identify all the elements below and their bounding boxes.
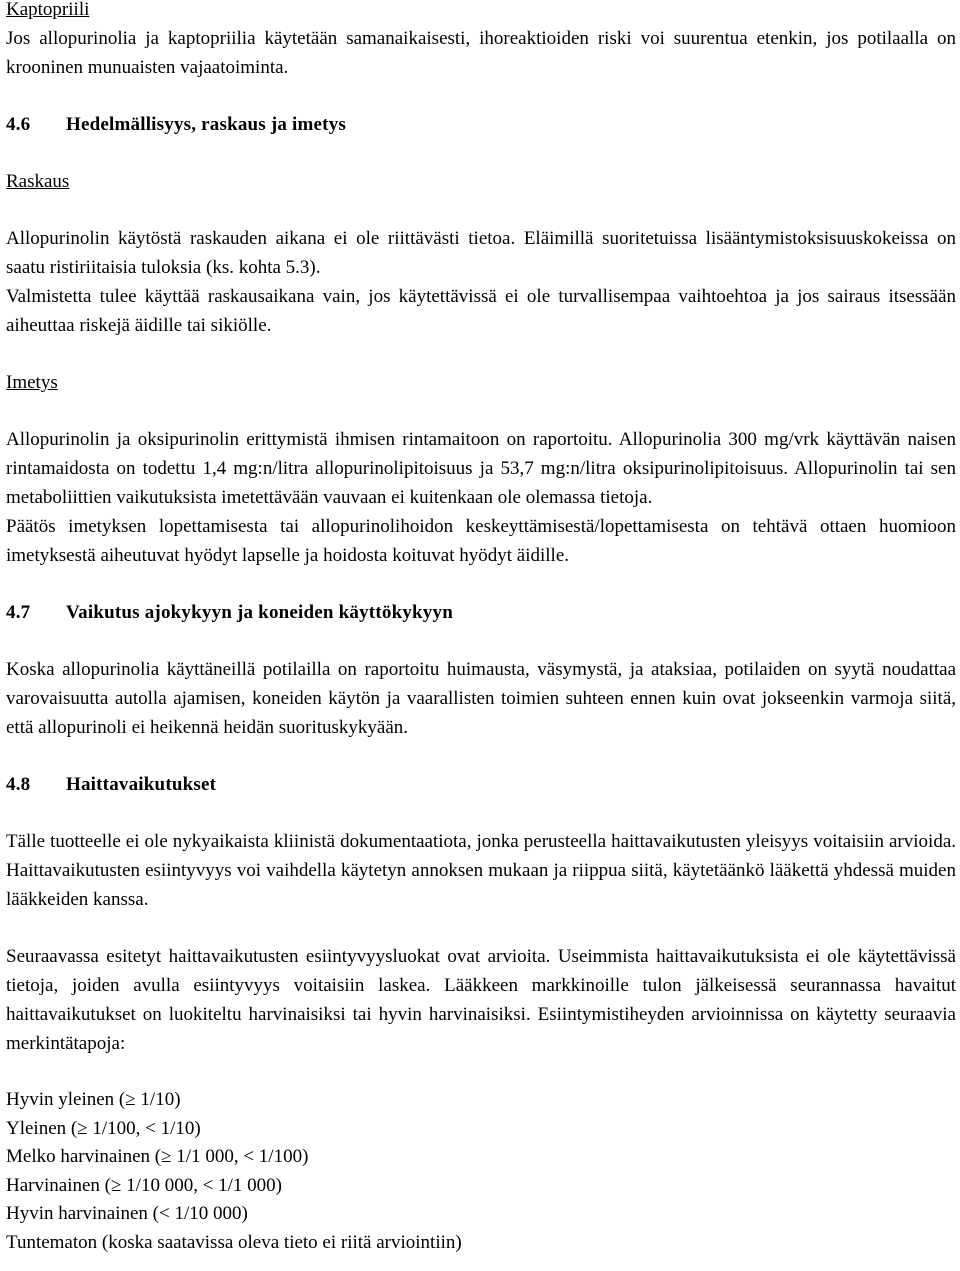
spacer xyxy=(6,914,956,942)
section-4-8-paragraph-2: Seuraavassa esitetyt haittavaikutusten esiintyvyysluokat ovat arvioita. Useimmista haittavaikutuksista ei ole käytettävissä tietoja, joiden avulla esiintyvyys voitaisiin laskea. Lääkkeen markkinoille tulon jälkeisessä seurannassa havaitut haittavaikutukset on luokiteltu harvinaisiksi tai hyvin harvinaisiksi. Esiintymistiheyden arvioinnissa on käytetty seuraavia merkintätapoja: xyxy=(6,946,956,1054)
spacer xyxy=(6,570,956,598)
section-number: 4.6 xyxy=(6,114,31,135)
raskaus-paragraph-2: Valmistetta tulee käyttää raskausaikana vain, jos käytettävissä ei ole turvallisempaa vaihtoehtoa ja jos sairaus itsessään aiheuttaa riskejä äidille tai sikiölle. xyxy=(6,286,956,336)
imetys-paragraph-2: Päätös imetyksen lopettamisesta tai allopurinolihoidon keskeyttämisestä/lopettamisesta on tehtävä ottaen huomioon imetyksestä aiheutuvat hyödyt lapselle ja hoidosta koituvat hyödyt äidille. xyxy=(6,516,956,566)
spacer xyxy=(6,397,956,425)
spacer xyxy=(6,627,956,655)
raskaus-paragraph-1: Allopurinolin käytöstä raskauden aikana ei ole riittävästi tietoa. Eläimillä suoritetuissa lisääntymistoksisuuskokeissa on saatu ristiriitaisia tuloksia (ks. kohta 5.3). xyxy=(6,228,956,278)
list-item: Melko harvinainen (≥ 1/1 000, < 1/100) xyxy=(6,1146,309,1167)
frequency-list xyxy=(6,1086,956,1257)
spacer xyxy=(6,742,956,770)
section-number: 4.8 xyxy=(6,774,31,795)
kaptopriili-title: Kaptopriili xyxy=(6,0,90,20)
list-item: Harvinainen (≥ 1/10 000, < 1/1 000) xyxy=(6,1174,283,1196)
list-item: Yleinen (≥ 1/100, < 1/10) xyxy=(6,1117,201,1139)
section-4-7-heading xyxy=(6,598,956,627)
section-4-7-paragraph: Koska allopurinolia käyttäneillä potilailla on raportoitu huimausta, väsymystä, ja ataksiaa, potilaiden on syytä noudattaa varovaisuutta autolla ajamisen, koneiden käytön ja vaarallisten toimien suhteen ennen kuin ovat jokseenkin varmoja siitä, että allopurinoli ei heikennä heidän suorituskykyään. xyxy=(6,659,956,738)
document-page xyxy=(6,0,956,1257)
section-4-8-heading xyxy=(6,770,956,799)
spacer xyxy=(6,1058,956,1086)
list-item: Hyvin harvinainen (< 1/10 000) xyxy=(6,1203,248,1224)
section-4-6-heading xyxy=(6,110,956,139)
spacer xyxy=(6,82,956,110)
section-number: 4.7 xyxy=(6,602,31,623)
imetys-paragraph-1: Allopurinolin ja oksipurinolin erittymistä ihmisen rintamaitoon on raportoitu. Allopurinolia 300 mg/vrk käyttävän naisen rintamaidosta on todettu 1,4 mg:n/litra allopurinolipitoisuus ja 53,7 mg:n/litra oksipurinolipitoisuus. Allopurinolin tai sen metaboliittien vaikutuksista imetettävään vauvaan ei kuitenkaan ole olemassa tietoja. xyxy=(6,429,956,508)
list-item: Hyvin yleinen (≥ 1/10) xyxy=(6,1089,181,1110)
list-item: Tuntematon (koska saatavissa oleva tieto ei riitä arviointiin) xyxy=(6,1231,462,1253)
spacer xyxy=(6,340,956,368)
section-4-8-paragraph-1: Tälle tuotteelle ei ole nykyaikaista kliinistä dokumentaatiota, jonka perusteella haittavaikutusten yleisyys voitaisiin arvioida. Haittavaikutusten esiintyvyys voi vaihdella käytetyn annoksen mukaan ja riippua siitä, käytetäänkö lääkettä yhdessä muiden lääkkeiden kanssa. xyxy=(6,831,956,910)
section-title: Hedelmällisyys, raskaus ja imetys xyxy=(66,114,346,135)
spacer xyxy=(6,196,956,224)
section-title: Haittavaikutukset xyxy=(66,774,217,795)
spacer xyxy=(6,139,956,167)
raskaus-subheading: Raskaus xyxy=(6,171,70,192)
spacer xyxy=(6,799,956,827)
imetys-subheading: Imetys xyxy=(6,372,58,393)
kaptopriili-text: Jos allopurinolia ja kaptopriilia käytetään samanaikaisesti, ihoreaktioiden riski voi suurentua etenkin, jos potilaalla on krooninen munuaisten vajaatoiminta. xyxy=(6,28,956,78)
section-title: Vaikutus ajokykyyn ja koneiden käyttökykyyn xyxy=(66,602,453,623)
